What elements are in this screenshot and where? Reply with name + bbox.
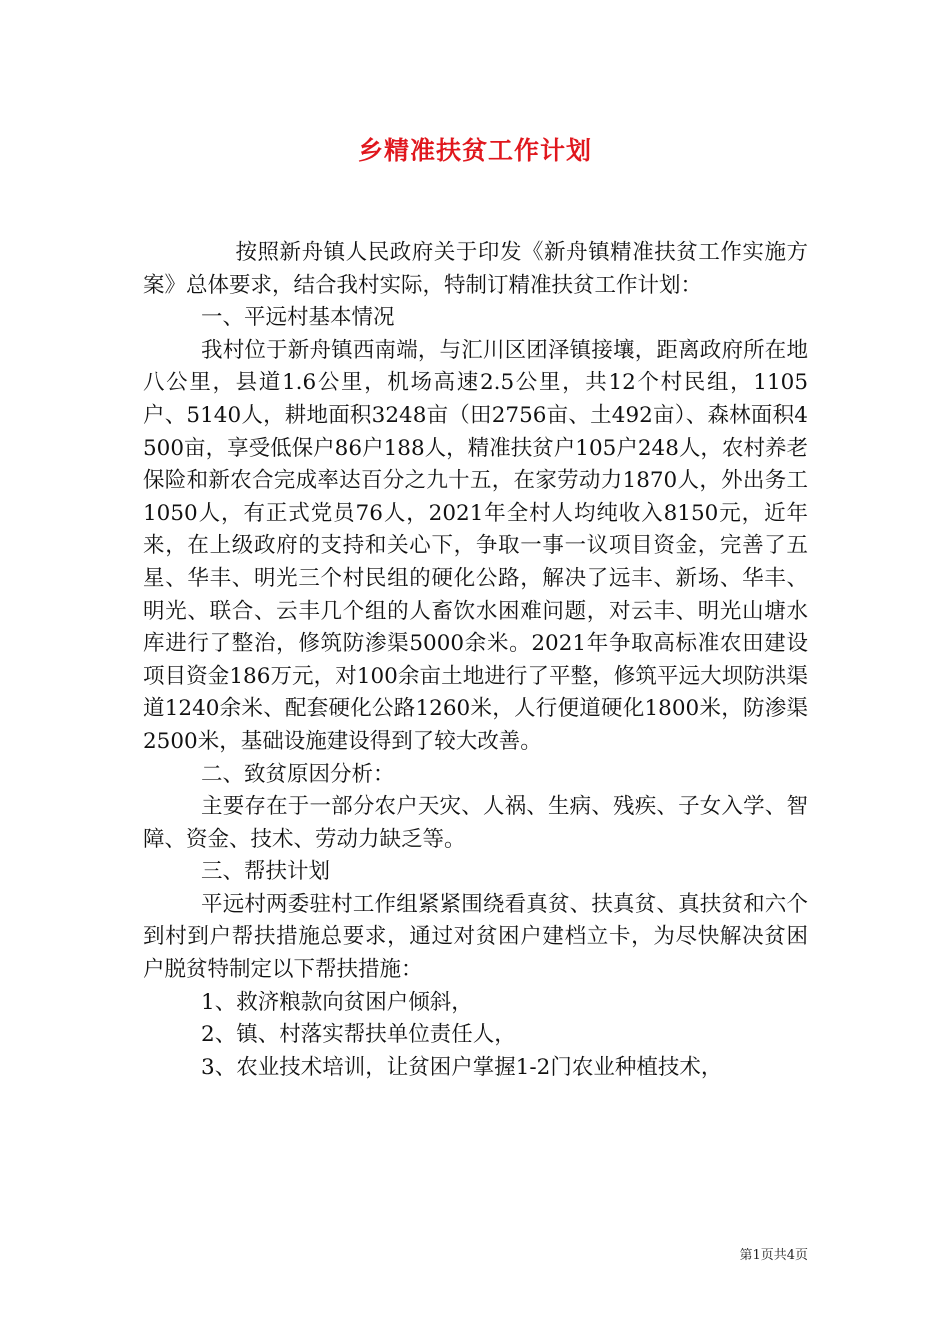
- measure-item: 2、镇、村落实帮扶单位责任人，: [201, 1022, 516, 1048]
- assistance-plan-paragraph: 平远村两委驻村工作组紧紧围绕看真贫、扶真贫、真扶贫和六个到村到户帮扶措施总要求，通过对贫困户建档立卡，为尽快解决贫困户脱贫特制定以下帮扶措施：: [143, 891, 808, 983]
- section-heading-basic-info: 一、平远村基本情况: [201, 305, 395, 331]
- poverty-causes-paragraph: 主要存在于一部分农户天灾、人祸、生病、残疾、子女入学、智障、资金、技术、劳动力缺乏等。: [143, 794, 808, 852]
- intro-paragraph: 按照新舟镇人民政府关于印发《新舟镇精准扶贫工作实施方案》总体要求，结合我村实际，特制订精准扶贫工作计划：: [143, 240, 808, 298]
- section-heading-poverty-causes: 二、致贫原因分析：: [201, 761, 395, 787]
- page-number: 第1页共4页: [739, 1248, 808, 1263]
- section-heading-assistance-plan: 三、帮扶计划: [201, 859, 331, 885]
- document-title: 乡精准扶贫工作计划: [357, 136, 592, 165]
- document-body: [143, 237, 808, 1084]
- measure-item: 1、救济粮款向贫困户倾斜，: [201, 989, 473, 1015]
- measure-item: 3、农业技术培训，让贫困户掌握1-2门农业种植技术，: [201, 1054, 723, 1080]
- basic-info-paragraph: 我村位于新舟镇西南端，与汇川区团泽镇接壤，距离政府所在地八公里，县道1.6公里，机场高速2.5公里，共12个村民组，1105户、5140人，耕地面积3248亩（田2756亩、土492亩）、森林面积4500亩，享受低保户86户188人，精准扶贫户105户248人，农村养老保险和新农合完成率达百分之九十五，在家劳动力1870人，外出务工1050人，有正式党员76人，2021年全村人均纯收入8150元，近年来，在上级政府的支持和关心下，争取一事一议项目资金，完善了五星、华丰、明光三个村民组的硬化公路，解决了远丰、新场、华丰、明光、联合、云丰几个组的人畜饮水困难问题，对云丰、明光山塘水库进行了整治，修筑防渗渠5000余米。2021年争取高标准农田建设项目资金186万元，对100余亩土地进行了平整，修筑平远大坝防洪渠道1240余米、配套硬化公路1260米，人行便道硬化1800米，防渗渠2500米，基础设施建设得到了较大改善。: [143, 337, 809, 754]
